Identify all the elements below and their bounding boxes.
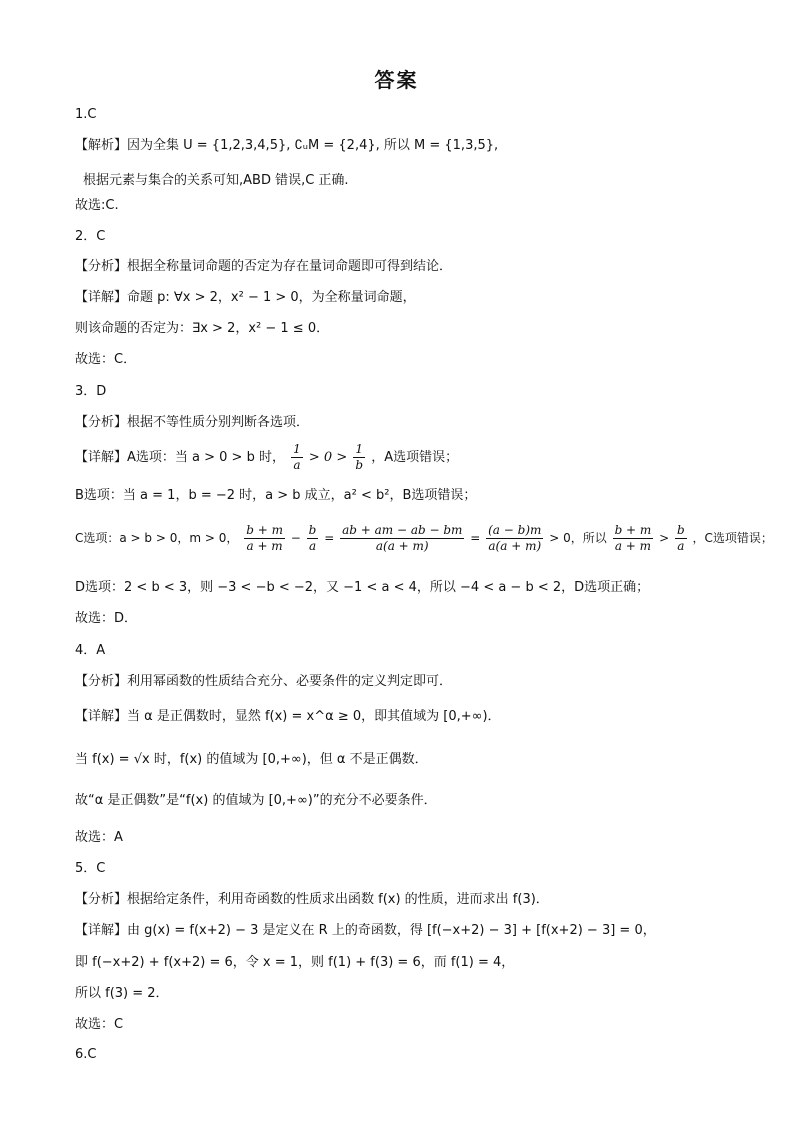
answer-3-option-d: D选项：2 < b < 3，则 −3 < −b < −2，又 −1 < a < 4，所以 −4 < a − b < 2，D选项正确； bbox=[75, 580, 650, 595]
page-title: 答案 bbox=[374, 68, 419, 92]
answer-4-conclusion: 故“α 是正偶数”是“f(x) 的值域为 [0,+∞)”的充分不必要条件． bbox=[75, 793, 437, 808]
answer-6-label: 6.C bbox=[75, 1047, 97, 1062]
answer-4-detail: 【详解】当 α 是正偶数时，显然 f(x) = x^α ≥ 0，即其值域为 [0,+∞)． bbox=[75, 709, 501, 724]
answer-2-choice: 故选：C． bbox=[75, 352, 137, 367]
answer-2-label: 2．C bbox=[75, 229, 106, 244]
answer-2-detail: 【详解】命题 p: ∀x > 2，x² − 1 > 0，为全称量词命题， bbox=[75, 290, 416, 305]
answer-2-negation: 则该命题的否定为：∃x > 2，x² − 1 ≤ 0． bbox=[75, 321, 330, 336]
answer-5-label: 5．C bbox=[75, 861, 106, 876]
answer-5-analysis: 【分析】根据给定条件，利用奇函数的性质求出函数 f(x) 的性质，进而求出 f(3)． bbox=[75, 892, 549, 907]
answer-1-analysis: 【解析】因为全集 U = {1,2,3,4,5}, ∁ᵤM = {2,4}, 所以 M = {1,3,5}, bbox=[75, 138, 499, 153]
answer-3-option-c: C选项：a > b > 0，m > 0， $\frac{b + m}{a + m}$ − $\frac{b}{a}$ = $\frac{ab + am - ab - bm}{a(a + m)}$ = $\frac{(a - b)m}{a(a + m)}$ > 0，所以 $\frac{b + m}{a + m}$ > $\frac{b}{a}$ ，C选项错误； bbox=[75, 523, 773, 553]
answer-4-counterexample: 当 f(x) = √x 时，f(x) 的值域为 [0,+∞)，但 α 不是正偶数． bbox=[75, 752, 428, 767]
answer-2-analysis: 【分析】根据全称量词命题的否定为存在量词命题即可得到结论． bbox=[75, 259, 453, 274]
answer-4-label: 4．A bbox=[75, 643, 106, 658]
answer-5-detail: 【详解】由 g(x) = f(x+2) − 3 是定义在 R 上的奇函数，得 [f(−x+2) − 3] + [f(x+2) − 3] = 0， bbox=[75, 923, 656, 938]
answer-1-choice: 故选:C. bbox=[75, 198, 119, 213]
answer-3-option-a: 【详解】A选项：当 a > 0 > b 时， $\frac{1}{a}$ > 0 > $\frac{1}{b}$ ，A选项错误； bbox=[75, 442, 459, 472]
answer-4-choice: 故选：A bbox=[75, 830, 123, 845]
answer-3-option-b: B选项：当 a = 1，b = −2 时，a > b 成立，a² < b²，B选项错误； bbox=[75, 488, 477, 503]
answer-5-result: 所以 f(3) = 2． bbox=[75, 986, 169, 1001]
answer-1-label: 1.C bbox=[75, 107, 97, 122]
answer-3-analysis: 【分析】根据不等性质分别判断各选项． bbox=[75, 415, 310, 430]
answer-3-choice: 故选：D． bbox=[75, 611, 138, 626]
answer-5-choice: 故选：C bbox=[75, 1017, 124, 1032]
answer-1-reasoning: 根据元素与集合的关系可知,ABD 错误,C 正确. bbox=[83, 173, 349, 188]
answer-5-step: 即 f(−x+2) + f(x+2) = 6，令 x = 1，则 f(1) + f(3) = 6，而 f(1) = 4， bbox=[75, 955, 515, 970]
answer-4-analysis: 【分析】利用幂函数的性质结合充分、必要条件的定义判定即可． bbox=[75, 674, 453, 689]
answer-3-label: 3．D bbox=[75, 384, 107, 399]
